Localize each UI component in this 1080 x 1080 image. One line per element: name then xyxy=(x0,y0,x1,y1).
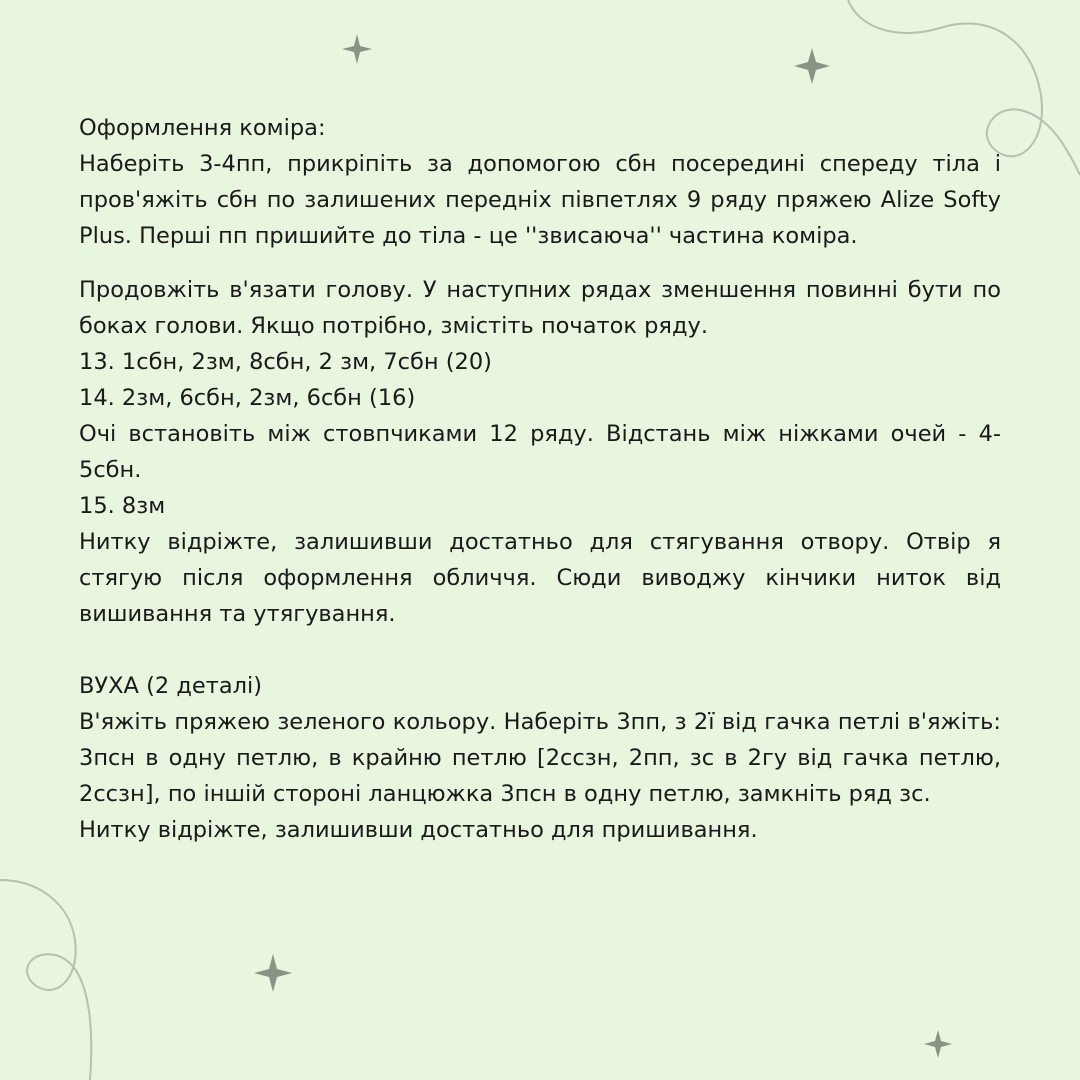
row-13: 13. 1сбн, 2зм, 8сбн, 2 зм, 7сбн (20) xyxy=(79,349,492,375)
sparkle-icon xyxy=(924,1030,952,1058)
head-section xyxy=(79,272,1001,632)
head-finish: Нитку відріжте, залишивши достатньо для стягування отвору. Отвір я стягую після оформлення обличчя. Сюди виводжу кінчики ниток від вишивання та утягування. xyxy=(79,529,1001,627)
sparkle-icon xyxy=(794,48,830,84)
instructions xyxy=(79,110,1001,848)
sparkle-icon xyxy=(254,954,292,992)
swirl-bottom-left xyxy=(0,880,91,1080)
row-15: 15. 8зм xyxy=(79,493,166,519)
collar-text: Наберіть 3-4пп, прикріпіть за допомогою сбн посередині спереду тіла і пров'яжіть сбн по залишених передніх півпетлях 9 ряду пряжею Alize Softy Plus. Перші пп пришийте до тіла - це ''звисаюча'' частина коміра. xyxy=(79,151,1001,249)
sparkle-icon xyxy=(342,34,372,64)
ear-title: ВУХА (2 деталі) xyxy=(79,673,263,699)
eyes-text: Очі встановіть між стовпчиками 12 ряду. Відстань між ніжками очей - 4-5сбн. xyxy=(79,421,1001,483)
ear-text: В'яжіть пряжею зеленого кольору. Наберіть 3пп, з 2ї від гачка петлі в'яжіть: 3псн в одну петлю, в крайню петлю [2ссзн, 2пп, зс в 2гу від гачка петлю, 2ссзн], по іншій стороні ланцюжка 3псн в одну петлю, замкніть ряд зс. xyxy=(79,709,1001,807)
ear-finish: Нитку відріжте, залишивши достатньо для пришивання. xyxy=(79,817,758,843)
row-14: 14. 2зм, 6сбн, 2зм, 6сбн (16) xyxy=(79,385,416,411)
collar-section xyxy=(79,110,1001,254)
head-intro: Продовжіть в'язати голову. У наступних рядах зменшення повинні бути по боках голови. Якщо потрібно, змістіть початок ряду. xyxy=(79,277,1001,339)
collar-title: Оформлення коміра: xyxy=(79,115,326,141)
ear-section xyxy=(79,668,1001,848)
